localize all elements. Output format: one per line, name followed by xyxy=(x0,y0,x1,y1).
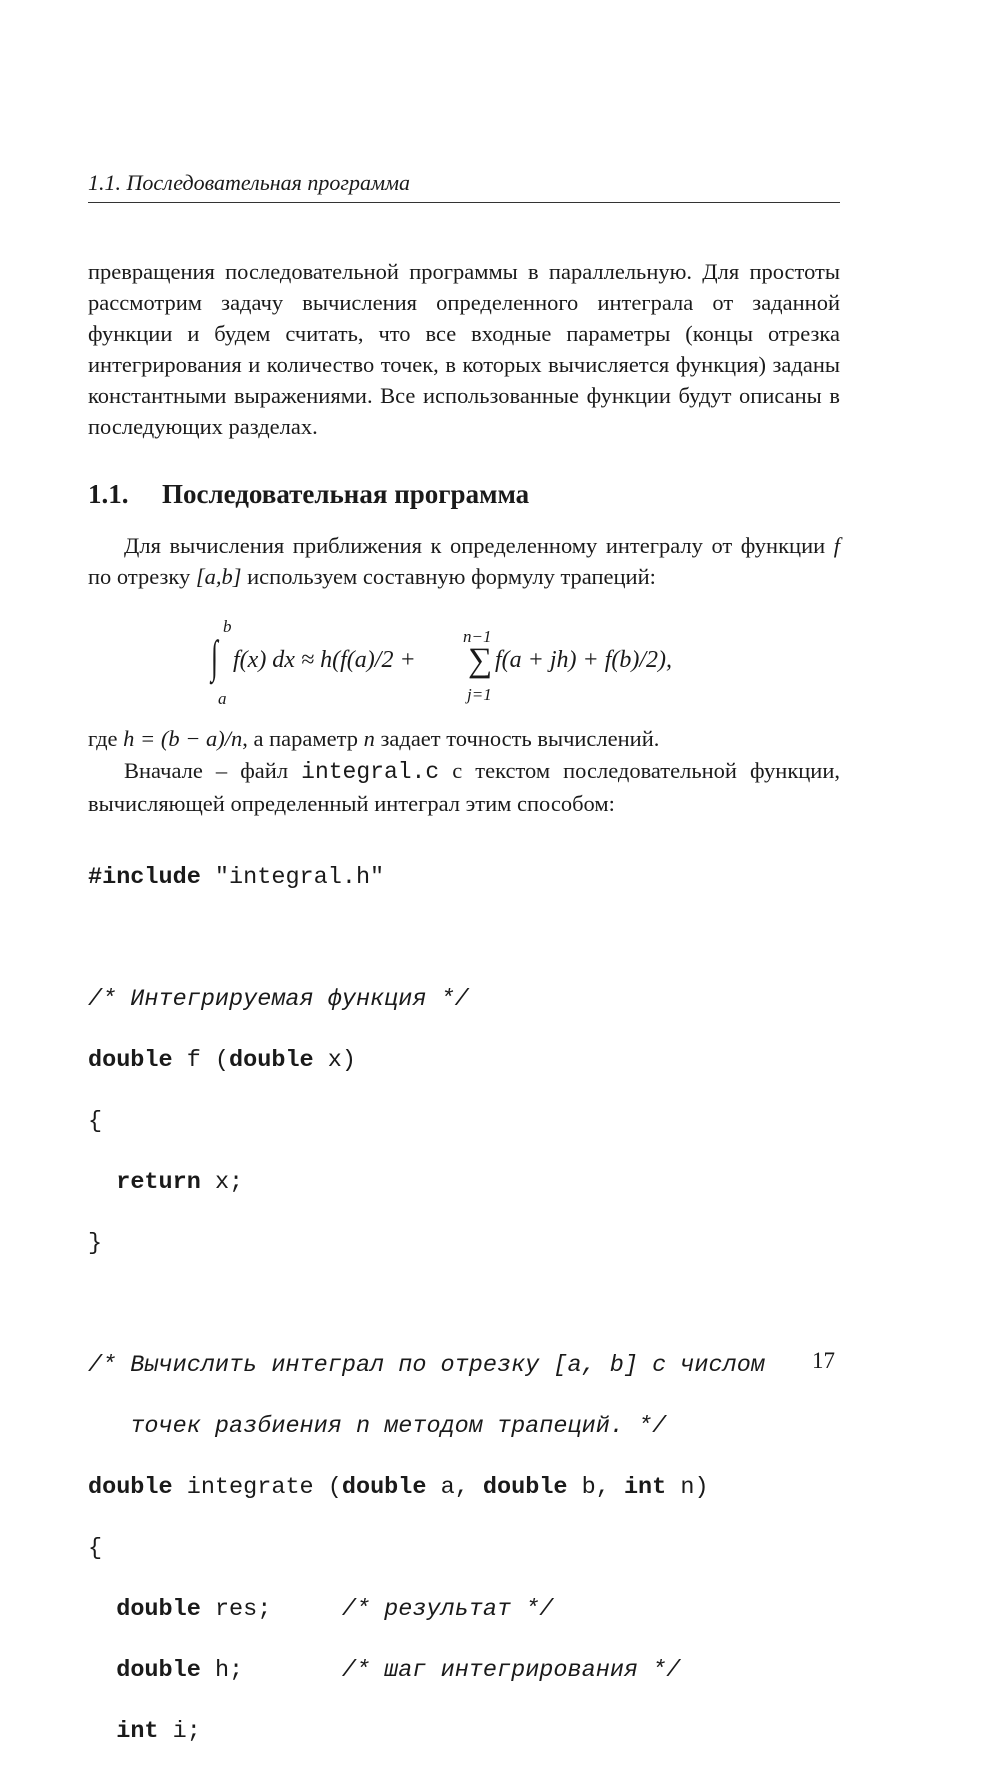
code-line xyxy=(88,1412,765,1443)
code-keyword: double xyxy=(116,1595,201,1623)
integral-sign: ∫ xyxy=(211,631,218,682)
filename: integral.c xyxy=(301,759,440,785)
code-comment: /* шаг интегрирования */ xyxy=(341,1656,681,1684)
sum-lower-limit: j=1 xyxy=(467,685,492,704)
code-text: } xyxy=(88,1229,103,1257)
code-line xyxy=(88,1717,765,1748)
h-definition-paragraph xyxy=(88,723,840,754)
code-line xyxy=(88,1046,765,1077)
code-text: h; xyxy=(200,1656,244,1684)
code-text: { xyxy=(88,1534,103,1562)
text-run: задает точность вычислений. xyxy=(374,726,660,751)
code-line xyxy=(88,1473,765,1504)
code-keyword: double xyxy=(229,1046,314,1074)
integral-upper-limit: b xyxy=(223,617,232,636)
code-keyword: #include xyxy=(88,863,201,891)
intro-paragraph: превращения последовательной программы в параллельную. Для простоты рассмотрим задачу вычисления определенного интеграла от заданной функции и будем считать, что все входные параметры (концы отрезка интегрирования и количество точек, в которых вычисляется функция) заданы константными выражениями. Все использованные функции будут описаны в последующих разделах. xyxy=(88,259,840,439)
text-run: где xyxy=(88,726,124,751)
trapezoid-formula xyxy=(205,618,765,710)
sum-sign: ∑ xyxy=(468,642,493,679)
file-intro-paragraph xyxy=(88,755,840,819)
code-keyword: double xyxy=(88,1046,173,1074)
code-text: n) xyxy=(666,1473,709,1501)
math-n: n xyxy=(363,726,375,751)
code-text: res; xyxy=(200,1595,272,1623)
section-title-text: Последовательная программа xyxy=(162,479,530,509)
code-line xyxy=(88,985,765,1016)
code-comment: /* результат */ xyxy=(341,1595,554,1623)
text-run: по отрезку xyxy=(88,564,196,589)
sum-upper-limit: n−1 xyxy=(463,627,492,646)
code-line-blank xyxy=(88,1290,765,1321)
formula-left-side: f(x) dx ≈ h(f(a)/2 + xyxy=(233,647,416,673)
code-keyword: int xyxy=(116,1717,159,1745)
code-text: i; xyxy=(158,1717,201,1745)
code-text: a, xyxy=(426,1473,483,1501)
code-text: x; xyxy=(200,1168,244,1196)
code-comment: точек разбиения n методом трапеций. */ xyxy=(130,1412,667,1440)
code-text: integrate ( xyxy=(172,1473,342,1501)
running-head: 1.1. Последовательная программа xyxy=(88,168,840,203)
code-line xyxy=(88,863,765,894)
section-title xyxy=(88,476,529,512)
math-f: f xyxy=(833,533,840,558)
code-line xyxy=(88,1229,765,1260)
math-interval: [a,b] xyxy=(195,564,242,589)
section-number: 1.1. xyxy=(88,479,129,509)
formula-right-side: f(a + jh) + f(b)/2), xyxy=(495,647,673,673)
code-keyword: return xyxy=(116,1168,201,1196)
code-line xyxy=(88,1168,765,1199)
code-comment: /* Вычислить интеграл по отрезку [a, b] с числом xyxy=(88,1351,765,1379)
code-text: x) xyxy=(313,1046,356,1074)
page-number: 17 xyxy=(812,1348,835,1373)
math-h-def: h = (b − a)/n xyxy=(123,726,243,751)
code-line xyxy=(88,1351,765,1382)
code-text: "integral.h" xyxy=(200,863,385,891)
code-text: b, xyxy=(567,1473,624,1501)
code-line-blank xyxy=(88,924,765,955)
code-text: { xyxy=(88,1107,103,1135)
code-keyword: double xyxy=(482,1473,568,1501)
text-run: с текстом последовательной функции, вычисляющей определенный интеграл этим способом: xyxy=(88,758,841,816)
text-run: Вначале – файл xyxy=(124,758,302,783)
code-comment: /* Интегрируемая функция */ xyxy=(88,985,469,1013)
code-line xyxy=(88,1656,765,1687)
code-keyword: int xyxy=(623,1473,667,1501)
text-run: Для вычисления приближения к определенному интегралу от функции xyxy=(124,533,834,558)
code-line xyxy=(88,1107,765,1138)
text-run: , а параметр xyxy=(242,726,364,751)
method-paragraph xyxy=(88,530,840,592)
code-line xyxy=(88,1595,765,1626)
code-keyword: double xyxy=(341,1473,427,1501)
code-keyword: double xyxy=(116,1656,201,1684)
code-text: f ( xyxy=(172,1046,230,1074)
code-listing xyxy=(88,832,765,1778)
text-run: используем составную формулу трапеций: xyxy=(241,564,656,589)
integral-lower-limit: a xyxy=(218,689,227,708)
code-keyword: double xyxy=(88,1473,173,1501)
